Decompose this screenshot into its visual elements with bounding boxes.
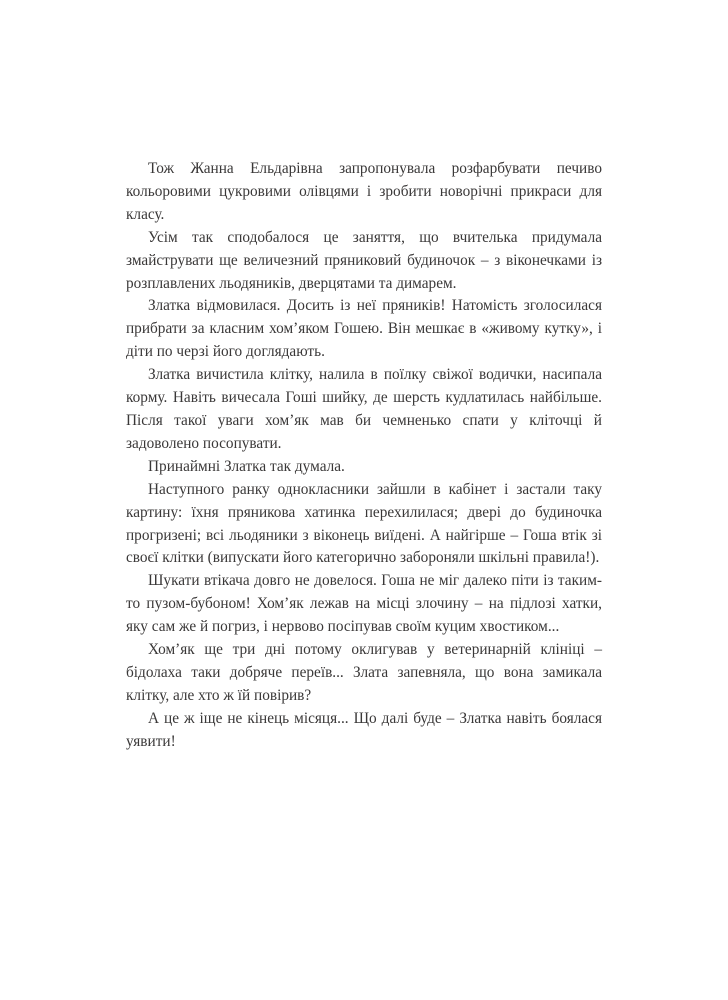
paragraph: Усім так сподобалося це заняття, що вчителька придумала змайструвати ще величезний пряниковий будиночок – з віконечками із розплавлених льодяників, дверцятами та димарем.: [126, 228, 602, 292]
paragraph: Златка вичистила клітку, налила в поїлку свіжої водички, насипала корму. Навіть вичесала Гоші шийку, де шерсть кудлатилась найбільше. Після такої уваги хом’як мав би чемненько спати у кліточці й задоволено посопувати.: [126, 366, 602, 452]
story-text: [126, 158, 602, 754]
paragraph: Тож Жанна Ельдарівна запропонувала розфарбувати печиво кольоровими цукровими олівцями і зробити новорічні прикраси для класу.: [126, 160, 602, 223]
paragraph: Наступного ранку однокласники зайшли в кабінет і застали таку картину: їхня пряникова хатинка перехилилася; двері до будиночка прогризені; всі льодяники з віконець виїдені. А найгірше – Гоша втік зі своєї клітки (випускати його категорично забороняли шкільні правила!).: [126, 480, 602, 567]
paragraph: Принаймні Златка так думала.: [148, 457, 345, 475]
paragraph: Шукати втікача довго не довелося. Гоша не міг далеко піти із таким-то пузом-бубоном! Хом’як лежав на місці злочину – на підлозі хатки, яку сам же й погриз, і нервово посіпував своїм куцим хвостиком...: [126, 572, 602, 636]
paragraph: А це ж іще не кінець місяця... Що далі буде – Златка навіть боялася уявити!: [126, 709, 602, 750]
paragraph: Златка відмовилася. Досить із неї пряників! Натомість зголосилася прибрати за класним хом’яком Гошею. Він мешкає в «живому кутку», і діти по черзі його доглядають.: [126, 297, 602, 361]
paragraph: Хом’як ще три дні потому оклигував у ветеринарній клініці – бідолаха таки добряче переїв... Злата запевняла, що вона замикала клітку, але хто ж їй повірив?: [126, 641, 602, 704]
